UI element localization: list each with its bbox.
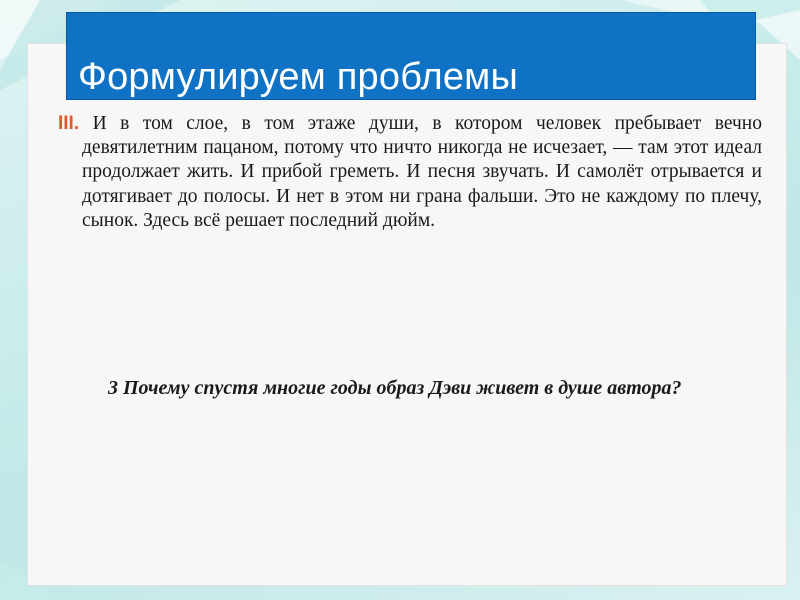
slide-title: Формулируем проблемы (78, 56, 519, 98)
roman-numeral: III. (58, 113, 80, 134)
paragraph-text: И в том слое, в том этаже души, в котором человек пребывает вечно девятилетним пацаном, потому что ничто никогда не исчезает, — там этот идеал продолжает жить. И прибой греметь. И песня звучать. И самолёт отрывается и дотягивает до полосы. И нет в этом ни грана фальши. Это не каждому по плечу, сынок. Здесь всё решает последний дюйм. (79, 113, 762, 231)
question-text: 3 Почему спустя многие годы образ Дэви живет в душе автора? (108, 377, 682, 399)
body-paragraph (58, 112, 762, 233)
